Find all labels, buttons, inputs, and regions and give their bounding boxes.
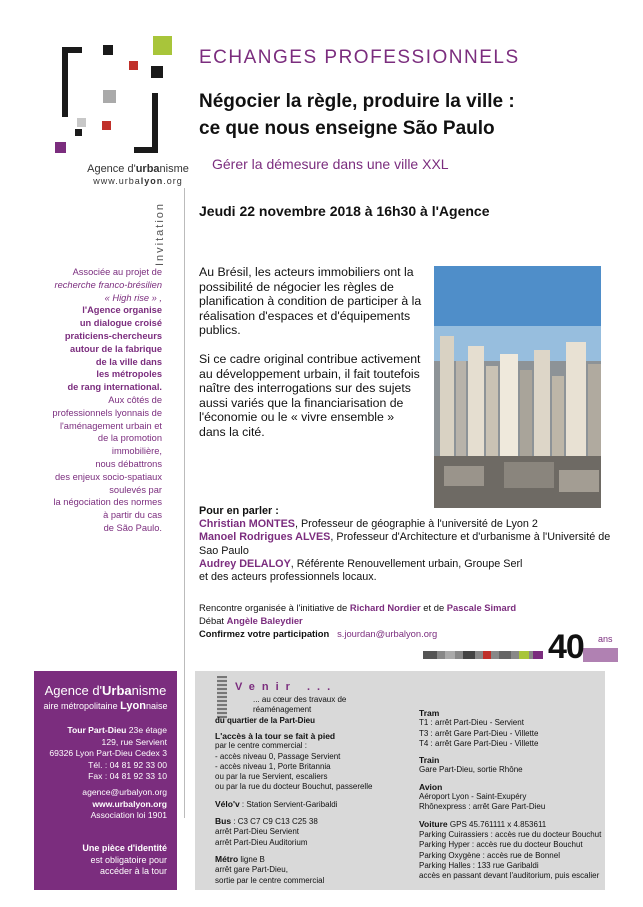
id-note-line: est obligatoire pour xyxy=(90,854,167,865)
section-line: GPS 45.761111 x 4.853611 xyxy=(447,819,547,829)
side-note-line: autour de la fabrique xyxy=(70,343,162,354)
speaker-description: , Professeur d'Architecture et d'urbanisme à l'Université de Sao Paulo xyxy=(199,531,611,557)
side-note-line: l'Agence organise xyxy=(82,305,162,316)
directions-title: Venir ... xyxy=(235,681,338,693)
side-note-line: des enjeux socio-spatiaux xyxy=(55,471,162,482)
side-note-line: de la ville dans xyxy=(95,356,162,367)
side-note-line: « High rise » , xyxy=(104,292,162,303)
section-line: Aéroport Lyon - Saint-Exupéry xyxy=(419,792,527,802)
section-train xyxy=(419,755,604,776)
section-line: T4 : arrêt Gare Part-Dieu - Villette xyxy=(419,738,539,748)
section-line: Parking Oxygène : accès rue de Bonnel xyxy=(419,850,560,860)
anniversary-number: 40 xyxy=(548,628,584,666)
logo-bracket-bottom xyxy=(134,147,158,153)
logo-name-bold: urba xyxy=(135,163,160,175)
logo-bracket-right xyxy=(152,93,158,153)
section-foot xyxy=(215,731,405,793)
speaker-name: Audrey DELALOY xyxy=(199,557,291,570)
section-line: ou par la rue du docteur Bouchut, passerelle xyxy=(215,782,373,792)
section-tram xyxy=(419,708,604,749)
id-note-line: accéder à la tour xyxy=(99,866,167,876)
speaker-3 xyxy=(199,558,619,571)
section-heading: Train xyxy=(419,755,440,766)
side-note-line: immobilière, xyxy=(111,446,162,457)
agency-title-suffix: nisme xyxy=(131,683,167,698)
section-line: Parking Hyper : accès rue du docteur Bouchut xyxy=(419,840,583,850)
logo-name xyxy=(83,163,193,176)
logo-square-lime xyxy=(153,36,172,55)
section-heading: L'accès à la tour se fait à pied xyxy=(215,731,336,741)
logo-square-gray xyxy=(103,90,116,103)
speaker-description: , Professeur de géographie à l'université de Lyon 2 xyxy=(294,518,538,531)
agency-sub-suffix: naise xyxy=(145,701,168,711)
logo-square-red-2 xyxy=(102,121,111,130)
section-line: Gare Part-Dieu, sortie Rhône xyxy=(419,765,523,775)
section-line: T3 : arrêt Gare Part-Dieu - Villette xyxy=(419,728,539,738)
debate-line xyxy=(199,614,539,627)
debate-moderator: Angèle Baleydier xyxy=(226,615,303,626)
section-line: arrêt Part-Dieu Auditorium xyxy=(215,837,308,847)
section-metro xyxy=(215,854,405,886)
section-heading: Bus xyxy=(215,816,232,827)
logo-name-suffix: nisme xyxy=(159,163,189,175)
side-note-text: recherche franco-brésilien xyxy=(54,279,162,290)
side-note-line: nous débattrons xyxy=(95,458,162,469)
side-note-line: de São Paulo. xyxy=(103,522,162,533)
logo-url-suffix: .org xyxy=(163,176,183,186)
agency-website[interactable]: www.urbalyon.org xyxy=(92,798,167,809)
section-velov xyxy=(215,799,405,810)
section-heading: Voiture xyxy=(419,818,448,829)
side-note-line: de la promotion xyxy=(97,433,162,444)
intro-line: du quartier de la Part-Dieu xyxy=(215,715,316,725)
section-line: accès en passant devant l'auditorium, puis escalier xyxy=(419,871,600,881)
divider-line xyxy=(184,188,185,818)
logo-square-black-3 xyxy=(75,129,82,136)
section-avion xyxy=(419,782,604,813)
section-heading: Vélo'v xyxy=(215,798,240,809)
subtitle: Gérer la démesure dans une ville XXL xyxy=(212,156,449,172)
side-note-line: Aux côtés de xyxy=(108,394,162,405)
page-title xyxy=(199,88,619,142)
logo-url-bold: lyon xyxy=(140,176,164,186)
agency-sub-bold: Lyon xyxy=(120,700,146,712)
directions-intro xyxy=(215,695,405,726)
logo-square-lightgray xyxy=(77,118,86,127)
side-note xyxy=(30,266,162,535)
address-line xyxy=(37,725,167,737)
logo-bracket-left xyxy=(62,47,68,117)
agency-box xyxy=(34,671,177,890)
confirm-line xyxy=(199,627,539,640)
confirm-label: Confirmez votre participation xyxy=(199,628,330,639)
agency-assoc: Association loi 1901 xyxy=(90,810,167,820)
title-line-2: ce que nous enseigne São Paulo xyxy=(199,118,495,139)
side-note-line: Associée au projet de xyxy=(72,267,162,277)
side-note-line: à partir du cas xyxy=(103,510,162,521)
address-floor: 23e étage xyxy=(126,725,167,735)
logo-name-prefix: Agence d' xyxy=(87,163,136,175)
section-line: - accès niveau 1, Porte Britannia xyxy=(215,761,331,771)
body-paragraph-1: Au Brésil, les acteurs immobiliers ont la possibilité de négocier les règles de planification à condition de participer à la réalisation d'espaces et d'équipements publics. xyxy=(199,265,422,338)
section-line: - accès niveau 0, Passage Servient xyxy=(215,751,341,761)
address-line: 69326 Lyon Part-Dieu Cedex 3 xyxy=(49,748,167,758)
city-photo xyxy=(434,266,601,508)
side-note-line: les métropoles xyxy=(96,369,162,380)
logo-square-black-2 xyxy=(151,66,163,78)
agency-title-bold: Urba xyxy=(102,683,132,698)
speaker-name: Christian MONTES xyxy=(199,518,295,531)
section-line: ligne B xyxy=(238,854,265,864)
logo-square-purple xyxy=(55,142,66,153)
section-line: Parking Halles : 133 rue Garibaldi xyxy=(419,860,539,870)
id-note xyxy=(37,843,167,878)
section-heading: Métro xyxy=(215,853,239,864)
organiser-name-1: Richard Nordier xyxy=(349,602,421,613)
organisation xyxy=(199,601,539,640)
section-voiture xyxy=(419,819,604,882)
organisation-line xyxy=(199,601,539,614)
logo-square-black-1 xyxy=(103,45,113,55)
anniversary-band xyxy=(423,628,618,670)
agency-contact xyxy=(37,787,167,822)
confirm-email-link[interactable]: s.jourdan@urbalyon.org xyxy=(337,628,438,639)
side-note-line: soulevés par xyxy=(109,484,162,495)
section-line: T1 : arrêt Part-Dieu - Servient xyxy=(419,718,524,728)
side-note-line: la négociation des normes xyxy=(53,497,162,508)
side-note-line: professionnels lyonnais de xyxy=(52,407,162,418)
section-line: Rhônexpress : arrêt Gare Part-Dieu xyxy=(419,802,546,812)
side-note-line: un dialogue croisé xyxy=(79,318,162,329)
section-line: par le centre commercial : xyxy=(215,741,308,751)
directions-left-column xyxy=(215,731,405,892)
speakers xyxy=(199,505,619,584)
city-skyline-image xyxy=(434,266,601,508)
directions-box xyxy=(195,671,605,890)
anniversary-graphic xyxy=(423,640,618,670)
body-text xyxy=(199,265,424,454)
side-note-line: l'aménagement urbain et xyxy=(59,420,162,431)
body-paragraph-2: Si ce cadre original contribue activement au développement urbain, il fait toutefois naître des interrogations sur des sujets aussi variés que la financiarisation de l'économie ou le « vivre ensemble » dans la cité. xyxy=(199,351,421,439)
section-bus xyxy=(215,816,405,848)
agency-subtitle xyxy=(34,700,177,712)
agency-title-pre: Agence d' xyxy=(44,683,103,698)
logo-url-prefix: www.urba xyxy=(93,176,141,186)
title-line-1: Négocier la règle, produire la ville : xyxy=(199,91,515,112)
logo-square-red-1 xyxy=(129,61,138,70)
page-heading: ECHANGES PROFESSIONNELS xyxy=(199,47,520,68)
organisation-pre: Rencontre organisée à l'initiative de xyxy=(199,602,350,613)
id-note-line: Une pièce d'identité xyxy=(82,843,167,853)
fax: Fax : 04 81 92 33 10 xyxy=(88,771,167,781)
section-line: sortie par le centre commercial xyxy=(215,875,325,885)
agency-email[interactable]: agence@urbalyon.org xyxy=(82,787,167,797)
debate-pre: Débat xyxy=(199,615,227,626)
invitation-label xyxy=(154,188,190,278)
organisation-mid: et de xyxy=(420,602,447,613)
speaker-description: , Référente Renouvellement urbain, Groupe Serl xyxy=(290,557,523,570)
event-date: Jeudi 22 novembre 2018 à 16h30 à l'Agence xyxy=(199,203,490,219)
agency-address xyxy=(37,725,167,783)
side-note-line: praticiens-chercheurs xyxy=(64,330,162,341)
logo-url xyxy=(83,176,193,186)
section-line: arrêt Part-Dieu Servient xyxy=(215,827,300,837)
speakers-label: Pour en parler : xyxy=(199,505,279,517)
speaker-name: Manoel Rodrigues ALVES xyxy=(199,531,331,544)
agency-title xyxy=(34,683,177,698)
organiser-name-2: Pascale Simard xyxy=(446,602,517,613)
anniversary-suffix: ans xyxy=(598,634,613,644)
invitation-text: Invitation xyxy=(154,201,167,267)
address-tower: Tour Part-Dieu xyxy=(67,725,127,735)
side-note-line xyxy=(30,279,162,292)
intro-line: ... au cœur des travaux de réaménagement xyxy=(253,695,347,715)
section-line: : Station Servient-Garibaldi xyxy=(239,799,338,809)
section-line: Parking Cuirassiers : accès rue du docteur Bouchut xyxy=(419,829,602,839)
section-heading: Avion xyxy=(419,781,443,792)
section-line: arrêt gare Part-Dieu, xyxy=(215,865,288,875)
section-heading: Tram xyxy=(419,708,440,718)
address-line: 129, rue Servient xyxy=(101,736,167,747)
section-line: : C3 C7 C9 C13 C25 38 xyxy=(231,817,318,827)
phone: Tél. : 04 81 92 33 00 xyxy=(88,759,167,770)
speaker-2 xyxy=(199,531,619,557)
side-note-line: de rang international. xyxy=(67,382,162,393)
speaker-1 xyxy=(199,518,619,531)
agency-sub-pre: aire métropolitaine xyxy=(43,701,121,711)
section-line: ou par la rue Servient, escaliers xyxy=(215,772,328,782)
speakers-others: et des acteurs professionnels locaux. xyxy=(199,571,377,584)
directions-right-column xyxy=(419,708,604,887)
